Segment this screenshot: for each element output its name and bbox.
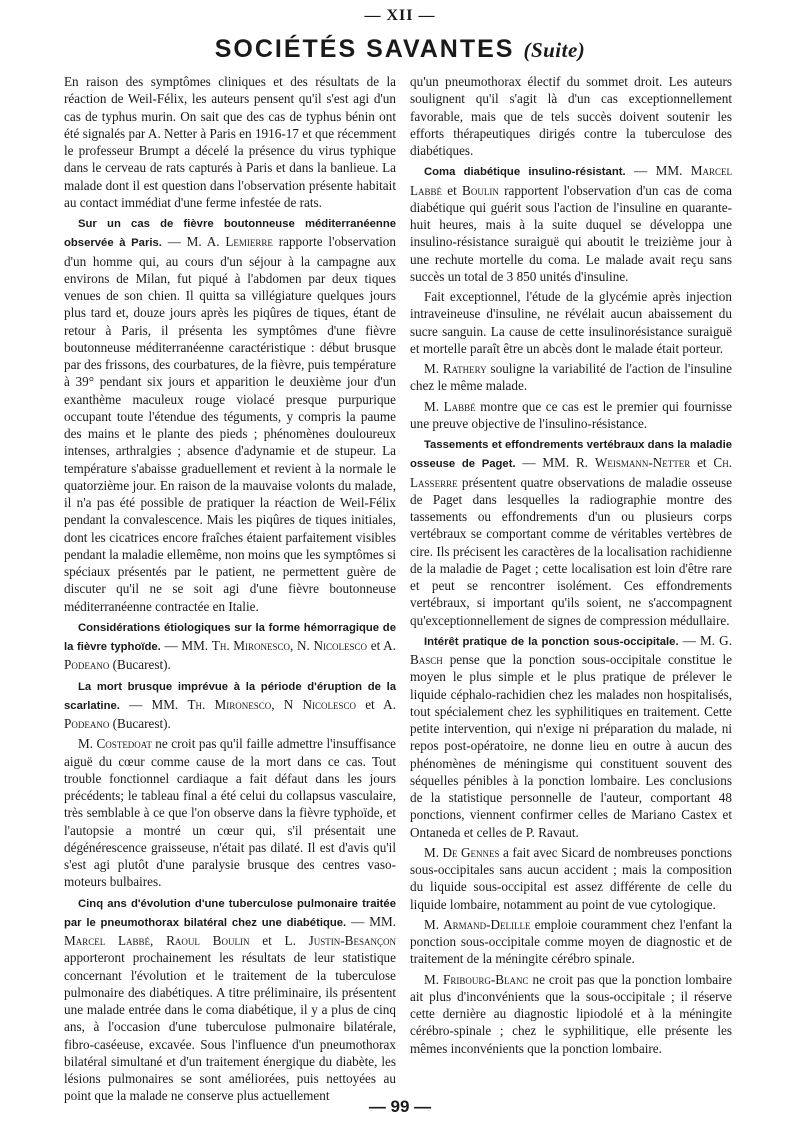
author-name: Armand-Delille	[443, 916, 531, 932]
article-heading: Intérêt pratique de la ponction sous-occipitale.	[424, 635, 679, 648]
left-column	[64, 73, 396, 1108]
author-name: Lemierre	[225, 234, 273, 250]
paragraph: qu'un pneumothorax électif du sommet droit. Les auteurs soulignent qu'il s'agit là d'un cas exceptionnellement favorable, mais que de tels succès doivent soutenir les efforts thérapeutiques dirigés contre la tuberculose des diabétiques.	[410, 74, 732, 158]
author-name: Ch. Lasserre	[410, 455, 732, 490]
author-name: Rathery	[442, 361, 487, 376]
discussion-de-gennes: M. De Gennes a fait avec Sicard de nombreuses ponctions sous-occipitales sans aucun accident ; mais la composition du liquide sous-occipital est assez différente de celle du liquide lombaire, notamment au point de vue cytologique.	[410, 844, 732, 912]
page-number: — 99 —	[368, 1097, 432, 1116]
article-heading: Tassements et effondrements vertébraux dans la maladie osseuse de Paget.	[410, 439, 732, 471]
discussion-costedoat: M. Costedoat ne croit pas qu'il faille admettre l'insuffisance aiguë du cœur comme cause de la mort dans ce cas. Tout trouble fonctionnel cardiaque a fait défaut dans les jours précédents; le tableau final a été celui du collapsus vasculaire, très semblable à ce que l'on observe dans la fièvre typhoïde, et l'autopsie a montré un cœur qui, s'il présentait une dégénérescence graisseuse, n'était pas dilaté. Il est d'avis qu'il s'est agi plutôt d'une paralysie brusque des centres vaso-moteurs bulbaires.	[64, 736, 396, 890]
discussion-fribourg-blanc: M. Fribourg-Blanc ne croit pas que la ponction lombaire ait plus d'inconvénients que la sous-occipitale ; il réserve cette dernière au diagnostic lipiodolé et à la méningite cérébro-spinale ; chez le syphilitique, elle présente les mêmes inconvénients que la ponction lombaire.	[410, 971, 732, 1056]
author-name: Marcel Labbé, Raoul Boulin	[64, 933, 250, 948]
article-heading: Considérations étiologiques sur la forme hémorragique de la fièvre typhoïde.	[64, 621, 396, 653]
article-coma-diabetique: Coma diabétique insulino-résistant. — MM. Marcel Labbé et Boulin rapportent l'observation d'un cas de coma diabétique qui guérit sous l'action de l'insuline en quarante-huit heures, mais à la suite duquel se développa une insulino-résistance suraiguë qui aboutit le treizième jour à une rechute mortelle du coma. Le malade avait reçu sans succès un total de 3 850 unités d'insuline.	[410, 163, 732, 284]
section-title-suffix: (Suite)	[523, 38, 586, 62]
author-name: Boulin	[462, 182, 499, 198]
article-heading: La mort brusque imprévue à la période d'éruption de la scarlatine.	[64, 680, 396, 712]
author-name: Fribourg-Blanc	[442, 971, 529, 987]
author-name: Podeano	[64, 657, 110, 673]
discussion-labbe: M. Labbé montre que ce cas est le premier qui fournisse une preuve objective de l'insulino-résistance.	[410, 398, 732, 431]
author-name: Th. Mironesco, N Nicolesco	[187, 696, 356, 712]
article-heading: Cinq ans d'évolution d'une tuberculose pulmonaire traitée par le pneumothorax bilatéral chez une diabétique.	[64, 897, 396, 929]
article-heading: Sur un cas de fièvre boutonneuse méditerranéenne observée à Paris.	[64, 218, 396, 250]
article-ponction-sous-occipitale: Intérêt pratique de la ponction sous-occipitale. — M. G. Basch pense que la ponction sous-occipitale constitue le moyen le plus simple et le plus pratique de prélever le liquide céphalo-rachidien chez les malades non hospitalisés, tout spécialement chez les syphilitiques en traitement. Cette petite intervention, qui n'exige ni préparation du malade, ni repos post-opératoire, ne donne lieu en outre à aucun des phénomènes de méningisme qui constituent souvent des séquelles pénibles à la ponction lombaire. Les conclusions de la statistique personnelle de l'auteur, comportant 48 ponctions, viennent confirmer celles de Mariano Castex et Ontaneda et celles de P. Ravaut.	[410, 632, 732, 840]
paragraph: Fait exceptionnel, l'étude de la glycémie après injection intraveineuse d'insuline, ne révélait aucun abaissement du sucre sanguin. La cause de cette insulinorésistance suraiguë et mortelle paraît être un abcès dont le malade était porteur.	[410, 289, 732, 356]
author-name: L. Justin-Besançon	[284, 933, 396, 948]
section-title	[0, 34, 800, 65]
article-paget: Tassements et effondrements vertébraux dans la maladie osseuse de Paget. — MM. R. Weismann-Netter et Ch. Lasserre présentent quatre observations de maladie osseuse de Paget dans lesquelles la radiographie montre des tassements ou effondrements d'un ou plusieurs corps vertébraux se comportant comme de véritables vertèbres de cire. Ils précisent les caractères de la localisation rachidienne de la maladie de Paget ; cette localisation est loin d'être rare et peut se rencontrer isolément. Ces effondrements vertébraux, si important qu'ils soient, ne s'accompagnent qu'exceptionnellement de signes de compression médullaire.	[410, 439, 732, 628]
author-name: De Gennes	[442, 844, 500, 860]
author-name: Weismann-Netter	[594, 455, 691, 471]
paragraph: En raison des symptômes cliniques et des résultats de la réaction de Weil-Félix, les auteurs pensent qu'il s'est agi d'un cas de typhus murin. On sait que des cas de typhus bénin ont été signalés par A. Netter à Paris en 1916-17 et que récemment le professeur Brumpt a décelé la présence du virus typhique dans le cerveau de rats capturés à Paris et dans la banlieue. La malade dont il est question dans l'observation présente habitait au contact immédiat d'une ferme infestée de rats.	[64, 74, 396, 210]
discussion-rathery: M. Rathery souligne la variabilité de l'action de l'insuline chez le même malade.	[410, 361, 732, 394]
article-fievre-typhoide: Considérations étiologiques sur la forme hémorragique de la fièvre typhoïde. — MM. Th. Mironesco, N. Nicolesco et A. Podeano (Bucarest).	[64, 621, 397, 673]
page-folio-roman: — XII —	[364, 7, 436, 24]
discussion-armand-delille: M. Armand-Delille emploie couramment chez l'enfant la ponction sous-occipitale comme moyen de diagnostic et de traitement de la méningite cérébro spinale.	[410, 916, 732, 967]
article-lemierre: Sur un cas de fièvre boutonneuse méditerranéenne observée à Paris. — M. A. Lemierre rapporte l'observation d'un homme qui, au cours d'un séjour à la campagne aux environs de Milan, fut piqué à l'abdomen par deux tiques venues de son chien. Il quitta sa villégiature quelques jours plus tard et, douze jours après les piqûres de tiques, étant de retour à Paris, il présenta les symptômes d'une fièvre boutonneuse méditerranéenne caractéristique : début brusque par des frissons, des courbatures, de la fièvre, puis température à 39° pendant six jours et apparition le deuxième jour d'un exanthème maculeux rouge violacé presque purpurique occupant toute l'étendue des téguments, y compris la paume des mains et le plante des pieds ; phénomènes douloureux intenses, arthralgies ; absence d'adynamie et de stupeur. La température s'abaisse graduellement et revient à la normale le quatorzième jour. En raison de la mauvaise volonts du malade, il n'a pas été possible de pratiquer la réaction de Weil-Félix pendant la convalescence. Mais les piqûres de tiques initiales, dont les cicatrices encore fraîches étaient parfaitement visibles pendant la maladie ellemême, non moins que les symptômes si spéciaux présentés par le patient, ne permettent guère de discuter qu'il ne se soit agi d'une fièvre boutonneuse méditerranéenne contractée en Italie.	[64, 218, 396, 614]
article-scarlatine: La mort brusque imprévue à la période d'éruption de la scarlatine. — MM. Th. Mironesco, N Nicolesco et A. Podeano (Bucarest).	[64, 680, 396, 731]
right-column	[410, 73, 732, 1060]
author-name: Podeano	[64, 716, 110, 731]
author-name: Labbé	[443, 398, 476, 414]
article-heading: Coma diabétique insulino-résistant.	[424, 166, 626, 179]
author-name: Th. Mironesco, N. Nicolesco	[211, 638, 368, 653]
author-name: Marcel Labbé	[410, 163, 732, 198]
author-name: Costedoat	[96, 736, 152, 752]
section-title-text: SOCIÉTÉS SAVANTES	[214, 35, 515, 63]
article-tuberculose-diabetique: Cinq ans d'évolution d'une tuberculose pulmonaire traitée par le pneumothorax bilatéral chez une diabétique. — MM. Marcel Labbé, Raoul Boulin et L. Justin-Besançon apporteront prochainement les résultats de leur statistique concernant l'évolution et le traitement de la tuberculose pulmonaire des diabétiques. A titre préliminaire, ils présentent une malade entrée dans le coma diabétique, il y a plus de cinq ans, à l'occasion d'une tuberculose pulmonaire bilatérale, fibro-caséeuse, excavée. Sous l'influence d'un pneumothorax bilatéral simultané et d'un traitement énergique du diabète, les lésions pulmonaires se sont améliorées, puis nettoyées au point que la malade ne conserve plus actuellement	[64, 897, 396, 1104]
author-name: Basch	[410, 652, 443, 667]
